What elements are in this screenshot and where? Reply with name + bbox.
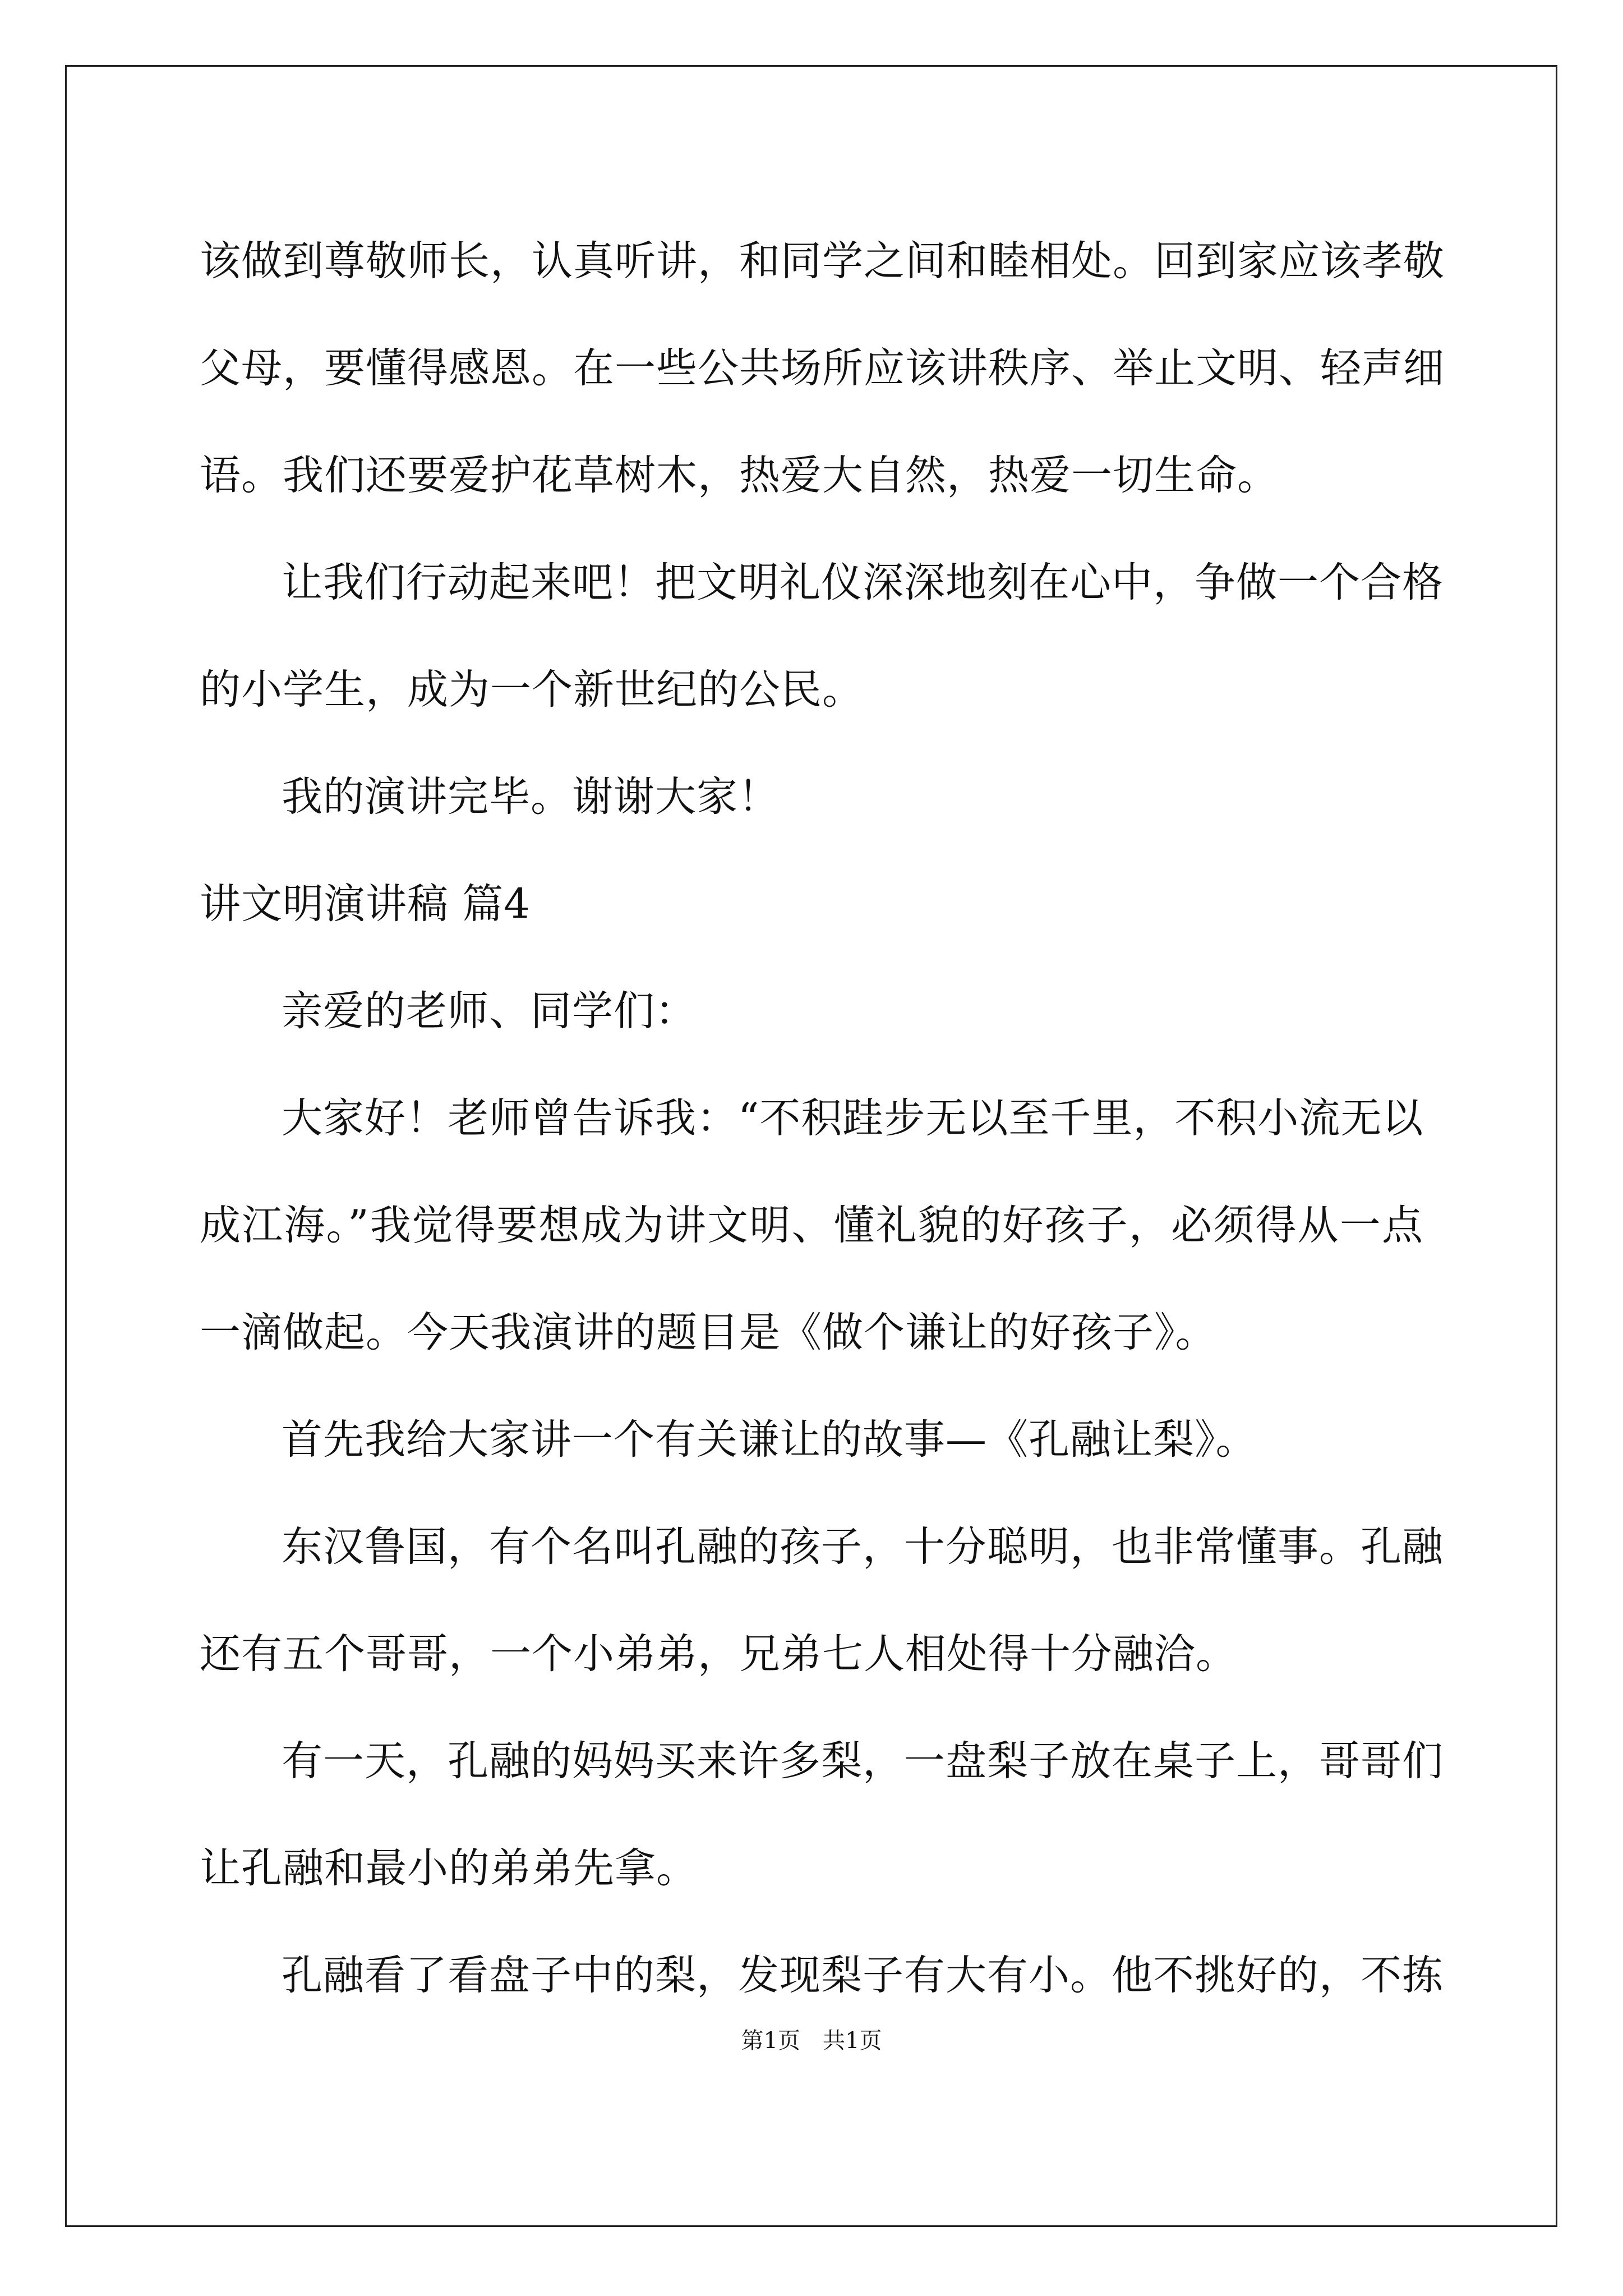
text-line-content: 父母，要懂得感恩。在一些公共场所应该讲秩序、举止文明、轻声细 bbox=[200, 344, 1445, 392]
text-line-content: 让孔融和最小的弟弟先拿。 bbox=[200, 1844, 698, 1892]
text-line bbox=[200, 1279, 1423, 1386]
text-line bbox=[200, 1386, 1423, 1493]
text-line bbox=[200, 1922, 1444, 2029]
text-line-content: 还有五个哥哥，一个小弟弟，兄弟七人相处得十分融洽。 bbox=[200, 1630, 1237, 1678]
text-line-content: 大家好！老师曾告诉我：“不积跬步无以至千里，不积小流无以 bbox=[282, 1094, 1424, 1142]
text-line bbox=[200, 958, 1423, 1065]
text-line bbox=[200, 1708, 1444, 1815]
text-line-content: 语。我们还要爱护花草树木，热爱大自然，热爱一切生命。 bbox=[200, 452, 1279, 499]
document-body bbox=[200, 208, 1445, 2029]
section-heading bbox=[200, 850, 1423, 958]
text-line bbox=[200, 1172, 1423, 1279]
page-footer: 第1页 共1页 bbox=[741, 2028, 882, 2054]
text-line-content: 有一天，孔融的妈妈买来许多梨，一盘梨子放在桌子上，哥哥们 bbox=[282, 1737, 1444, 1785]
text-line bbox=[200, 1493, 1444, 1600]
text-line bbox=[200, 636, 1423, 743]
text-line bbox=[200, 1065, 1423, 1172]
text-line-content: 让我们行动起来吧！把文明礼仪深深地刻在心中，争做一个合格 bbox=[282, 559, 1444, 606]
text-line bbox=[200, 315, 1445, 422]
text-line-content: 成江海。”我觉得要想成为讲文明、懂礼貌的好孩子，必须得从一点 bbox=[200, 1202, 1423, 1249]
text-line-content: 我的演讲完毕。谢谢大家！ bbox=[282, 773, 780, 821]
text-line-content: 亲爱的老师、同学们： bbox=[282, 987, 697, 1035]
text-line-content: 该做到尊敬师长，认真听讲，和同学之间和睦相处。回到家应该孝敬 bbox=[200, 237, 1445, 285]
text-line bbox=[200, 1600, 1423, 1708]
text-line-content: 孔融看了看盘子中的梨，发现梨子有大有小。他不挑好的，不拣 bbox=[282, 1952, 1444, 1999]
text-line bbox=[200, 422, 1423, 529]
text-line-content: 首先我给大家讲一个有关谦让的故事—《孔融让梨》。 bbox=[282, 1416, 1257, 1464]
text-line-content: 东汉鲁国，有个名叫孔融的孩子，十分聪明，也非常懂事。孔融 bbox=[282, 1523, 1444, 1571]
section-heading-text: 讲文明演讲稿 篇4 bbox=[200, 880, 531, 928]
text-line bbox=[200, 743, 1423, 850]
text-line bbox=[200, 208, 1445, 315]
text-line bbox=[200, 1815, 1423, 1922]
text-line-content: 一滴做起。今天我演讲的题目是《做个谦让的好孩子》。 bbox=[200, 1309, 1217, 1356]
text-line bbox=[200, 529, 1444, 636]
text-line-content: 的小学生，成为一个新世纪的公民。 bbox=[200, 666, 864, 714]
